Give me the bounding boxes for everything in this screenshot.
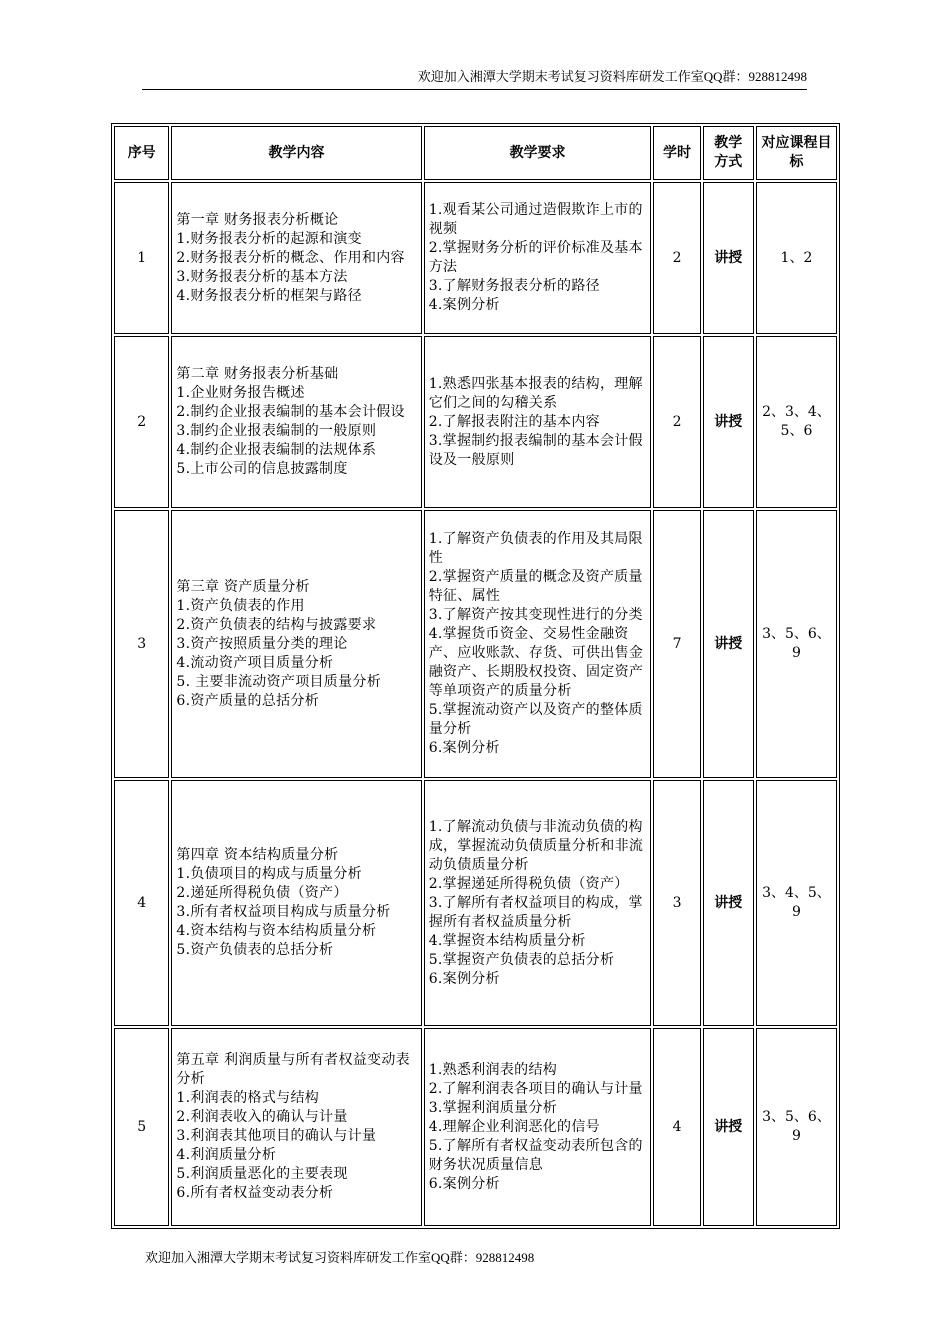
- content-cell-line: 第四章 资本结构质量分析: [176, 847, 339, 863]
- row-index-cell: 3: [114, 510, 169, 778]
- row-index-cell: 5: [114, 1028, 169, 1226]
- content-cell-line: 第三章 资产质量分析: [176, 578, 310, 595]
- content-cell-line: 4.利润质量分析: [176, 1147, 277, 1163]
- content-cell-line: 1.财务报表分析的起源和演变: [176, 230, 362, 247]
- content-cell: [171, 336, 421, 508]
- requirements-cell-line: 5.了解所有者权益变动表所包含的财务状况质量信息: [428, 1137, 643, 1173]
- goals-cell: 3、4、5、9: [756, 780, 837, 1026]
- requirements-cell-line: 1.观看某公司通过造假欺诈上市的视频: [428, 202, 643, 237]
- requirements-cell: [424, 182, 652, 334]
- page-header: 欢迎加入湘潭大学期末考试复习资料库研发工作室QQ群：928812498: [142, 66, 807, 90]
- table-row: [114, 1028, 837, 1226]
- requirements-cell-line: 2.掌握财务分析的评价标准及基本方法: [428, 240, 643, 275]
- content-cell: [171, 182, 421, 334]
- content-cell-line: 4.财务报表分析的框架与路径: [176, 287, 362, 304]
- requirements-cell: [424, 336, 652, 508]
- content-cell-line: 1.资产负债表的作用: [176, 597, 305, 614]
- requirements-cell-line: 6.案例分析: [428, 970, 500, 987]
- table-body: [114, 182, 837, 1226]
- requirements-cell: [424, 780, 652, 1026]
- content-cell-line: 4.流动资产项目质量分析: [176, 654, 334, 671]
- requirements-cell-line: 2.了解报表附注的基本内容: [428, 413, 600, 430]
- requirements-cell-line: 4.掌握货币资金、交易性金融资产、应收账款、存货、可供出售金融资产、长期股权投资、固定资产等单项资产的质量分析: [428, 626, 644, 699]
- page-footer: 欢迎加入湘潭大学期末考试复习资料库研发工作室QQ群：928812498: [145, 1250, 535, 1265]
- content-cell-line: 1.负债项目的构成与质量分析: [176, 866, 362, 882]
- method-cell: 讲授: [703, 1028, 754, 1226]
- requirements-cell-line: 6.案例分析: [428, 740, 500, 756]
- goals-cell: 3、5、6、9: [756, 510, 837, 778]
- requirements-cell-line: 1.了解流动负债与非流动负债的构成，掌握流动负债质量分析和非流动负债质量分析: [428, 818, 644, 873]
- content-cell-line: 5. 主要非流动资产项目质量分析: [176, 673, 381, 690]
- requirements-cell-line: 4.案例分析: [428, 297, 500, 313]
- content-cell-line: 5.利润质量恶化的主要表现: [176, 1166, 348, 1182]
- requirements-cell-line: 2.了解利润表各项目的确认与计量: [428, 1080, 643, 1097]
- content-cell: [171, 780, 421, 1026]
- content-cell: [171, 1028, 421, 1226]
- table-row: [114, 780, 837, 1026]
- hours-cell: 2: [653, 182, 700, 334]
- header-hours: 学时: [653, 126, 700, 180]
- content-cell-line: 3.财务报表分析的基本方法: [176, 268, 348, 285]
- content-cell-line: 2.制约企业报表编制的基本会计假设: [176, 404, 405, 420]
- content-cell-line: 2.财务报表分析的概念、作用和内容: [176, 249, 405, 266]
- content-cell-line: 第一章 财务报表分析概论: [176, 211, 339, 228]
- row-index-cell: 4: [114, 780, 169, 1026]
- row-index-cell: 1: [114, 182, 169, 334]
- requirements-cell-line: 1.了解资产负债表的作用及其局限性: [428, 531, 643, 566]
- requirements-cell: [424, 510, 652, 778]
- header-requirements: 教学要求: [424, 126, 652, 180]
- method-cell: 讲授: [703, 336, 754, 508]
- requirements-cell: [424, 1028, 652, 1226]
- content-cell: [171, 510, 421, 778]
- goals-cell: 1、2: [756, 182, 837, 334]
- table-row: [114, 182, 837, 334]
- header-content: 教学内容: [171, 126, 421, 180]
- requirements-cell-line: 4.理解企业利润恶化的信号: [428, 1118, 600, 1135]
- content-cell-line: 2.资产负债表的结构与披露要求: [176, 616, 377, 633]
- content-cell-line: 3.所有者权益项目构成与质量分析: [176, 904, 391, 920]
- hours-cell: 2: [653, 336, 700, 508]
- content-cell-line: 1.企业财务报告概述: [176, 385, 305, 401]
- requirements-cell-line: 5.掌握资产负债表的总括分析: [428, 951, 615, 968]
- hours-cell: 3: [653, 780, 700, 1026]
- header-method: 教学方式: [703, 126, 754, 180]
- table-header-row: [114, 126, 837, 180]
- requirements-cell-line: 3.了解所有者权益项目的构成，掌握所有者权益质量分析: [428, 894, 643, 930]
- goals-cell: 3、5、6、9: [756, 1028, 837, 1226]
- content-cell-line: 6.所有者权益变动表分析: [176, 1185, 334, 1201]
- requirements-cell-line: 1.熟悉四张基本报表的结构，理解它们之间的勾稽关系: [428, 375, 643, 411]
- content-cell-line: 5.资产负债表的总括分析: [176, 942, 334, 958]
- content-cell-line: 2.递延所得税负债（资产）: [176, 885, 348, 901]
- content-cell-line: 3.资产按照质量分类的理论: [176, 635, 348, 652]
- goals-cell: 2、3、4、5、6: [756, 336, 837, 508]
- requirements-cell-line: 3.掌握利润质量分析: [428, 1099, 558, 1116]
- header-goals: 对应课程目标: [756, 126, 837, 180]
- content-cell-line: 第五章 利润质量与所有者权益变动表分析: [176, 1052, 410, 1087]
- table-row: [114, 336, 837, 508]
- content-cell-line: 5.上市公司的信息披露制度: [176, 461, 348, 477]
- hours-cell: 4: [653, 1028, 700, 1226]
- content-cell-line: 4.资本结构与资本结构质量分析: [176, 923, 377, 939]
- requirements-cell-line: 5.掌握流动资产以及资产的整体质量分析: [428, 702, 643, 737]
- content-cell-line: 1.利润表的格式与结构: [176, 1090, 320, 1106]
- method-cell: 讲授: [703, 510, 754, 778]
- requirements-cell-line: 4.掌握资本结构质量分析: [428, 932, 586, 949]
- method-cell: 讲授: [703, 182, 754, 334]
- method-cell: 讲授: [703, 780, 754, 1026]
- requirements-cell-line: 3.掌握制约报表编制的基本会计假设及一般原则: [428, 432, 643, 468]
- syllabus-table: [111, 123, 840, 1229]
- content-cell-line: 3.利润表其他项目的确认与计量: [176, 1128, 377, 1144]
- header-index: 序号: [114, 126, 169, 180]
- content-cell-line: 4.制约企业报表编制的法规体系: [176, 442, 377, 458]
- hours-cell: 7: [653, 510, 700, 778]
- requirements-cell-line: 3.了解资产按其变现性进行的分类: [428, 607, 643, 623]
- row-index-cell: 2: [114, 336, 169, 508]
- content-cell-line: 第二章 财务报表分析基础: [176, 366, 339, 382]
- requirements-cell-line: 6.案例分析: [428, 1175, 500, 1192]
- content-cell-line: 6.资产质量的总括分析: [176, 692, 320, 709]
- requirements-cell-line: 3.了解财务报表分析的路径: [428, 278, 600, 294]
- requirements-cell-line: 1.熟悉利润表的结构: [428, 1061, 558, 1078]
- requirements-cell-line: 2.掌握资产质量的概念及资产质量特征、属性: [428, 569, 643, 604]
- table-row: [114, 510, 837, 778]
- content-cell-line: 2.利润表收入的确认与计量: [176, 1109, 348, 1125]
- requirements-cell-line: 2.掌握递延所得税负债（资产）: [428, 875, 629, 892]
- content-cell-line: 3.制约企业报表编制的一般原则: [176, 423, 377, 439]
